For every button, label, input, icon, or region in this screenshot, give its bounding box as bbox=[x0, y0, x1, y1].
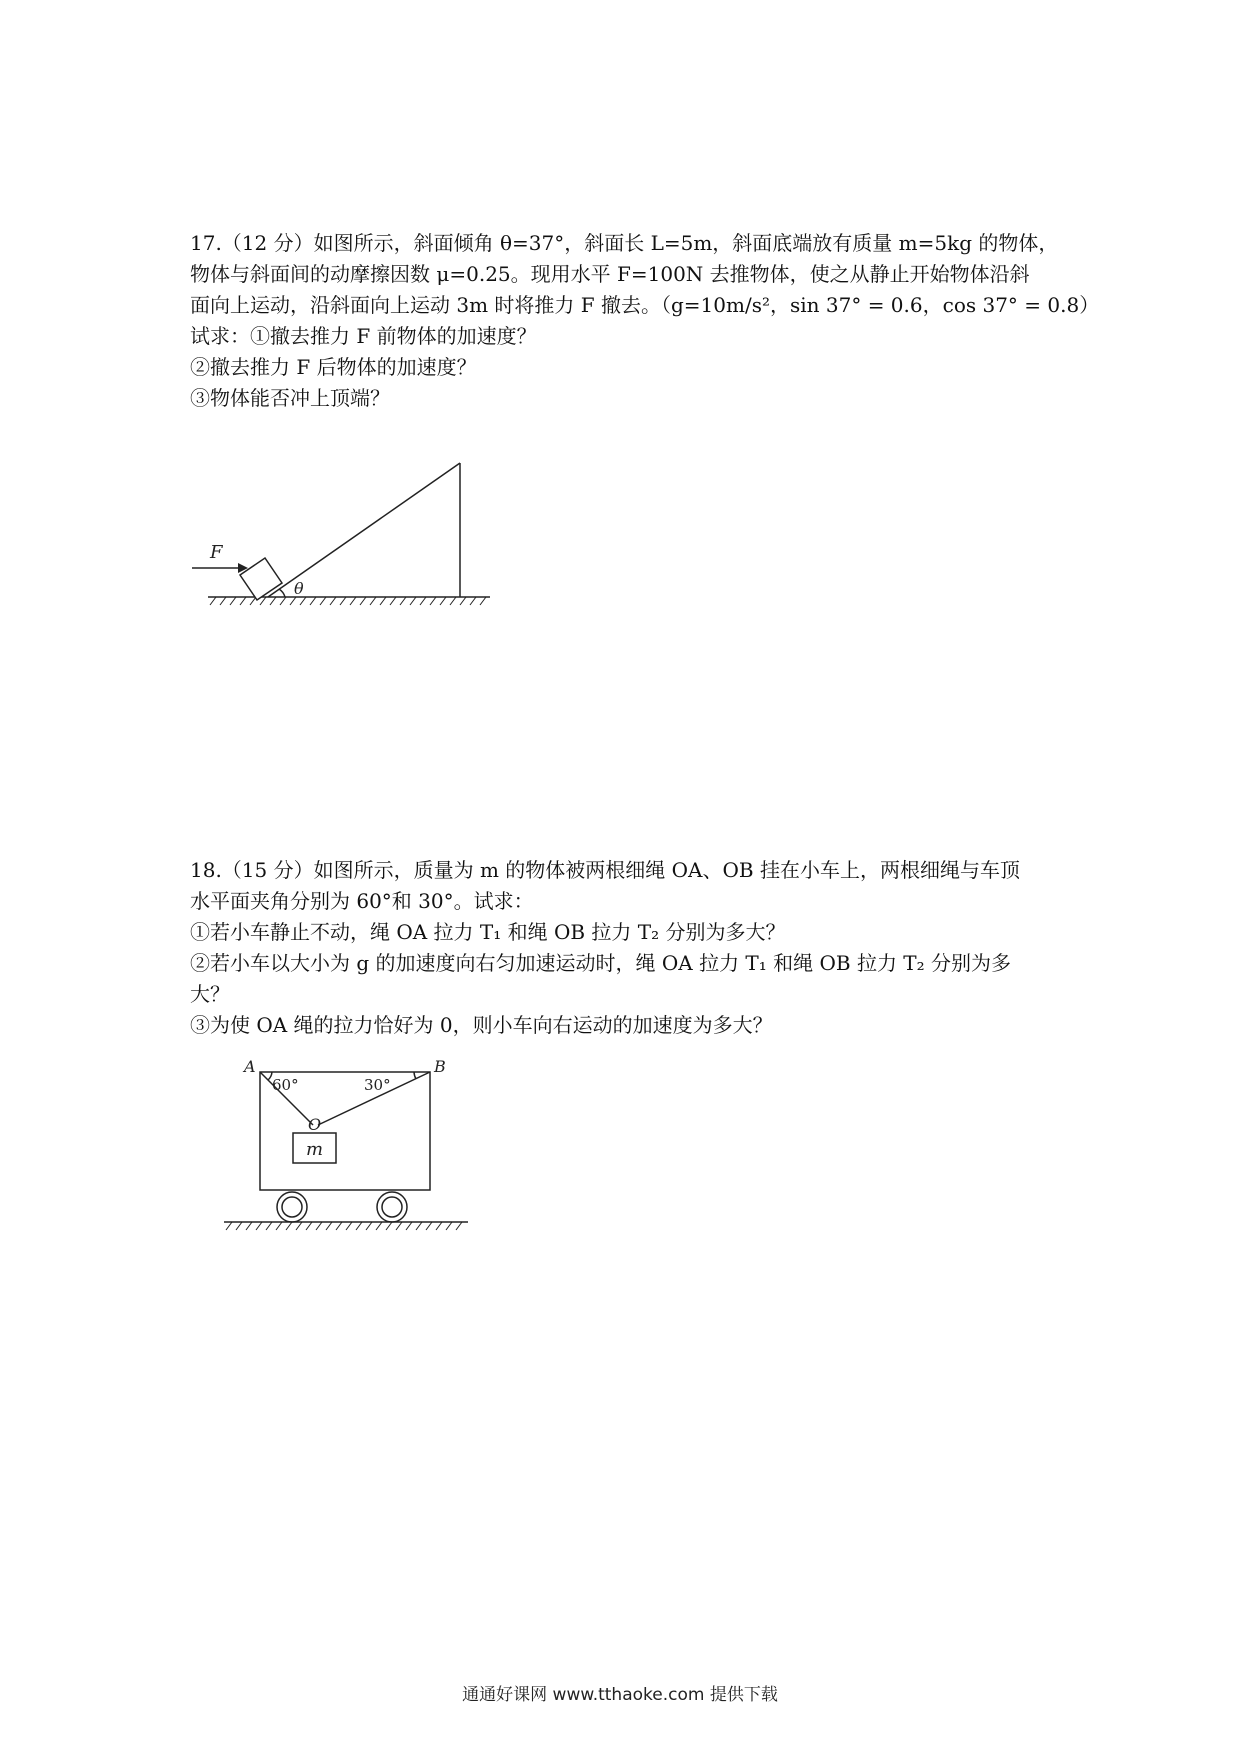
angle-arc bbox=[279, 589, 285, 597]
ground-hatching-18 bbox=[226, 1222, 462, 1230]
mass-label: m bbox=[306, 1139, 324, 1160]
point-o-label: O bbox=[308, 1115, 322, 1134]
q18-line-2: 水平面夹角分别为 60°和 30°。试求： bbox=[190, 889, 534, 913]
q18-line-4: ②若小车以大小为 g 的加速度向右匀加速运动时，绳 OA 拉力 T₁ 和绳 OB 拉力 T₂ 分别为多 bbox=[190, 951, 1012, 975]
angle-30-label: 30° bbox=[364, 1076, 391, 1094]
incline-figure bbox=[190, 455, 500, 615]
q18-line-3: ①若小车静止不动，绳 OA 拉力 T₁ 和绳 OB 拉力 T₂ 分别为多大？ bbox=[190, 920, 786, 944]
point-b-label: B bbox=[434, 1057, 446, 1076]
footer-text: 通通好课网 www.tthaoke.com 提供下载 bbox=[462, 1685, 778, 1705]
q17-line-3: 面向上运动，沿斜面向上运动 3m 时将推力 F 撤去。（g=10m/s²，sin 37° = 0.6，cos 37° = 0.8） bbox=[190, 293, 1100, 317]
force-label: F bbox=[210, 542, 223, 563]
q18-line-6: ③为使 OA 绳的拉力恰好为 0，则小车向右运动的加速度为多大？ bbox=[190, 1013, 773, 1037]
q17-line-6: ③物体能否冲上顶端？ bbox=[190, 386, 390, 410]
angle-label: θ bbox=[294, 579, 304, 598]
incline-surface bbox=[268, 463, 460, 597]
q18-line-1: 18.（15 分）如图所示，质量为 m 的物体被两根细绳 OA、OB 挂在小车上，两根细绳与车顶 bbox=[190, 858, 1020, 882]
point-a-label: A bbox=[244, 1057, 256, 1076]
angle-60-label: 60° bbox=[272, 1076, 299, 1094]
q18-line-5: 大？ bbox=[190, 982, 230, 1006]
ground-hatching bbox=[210, 597, 486, 605]
q17-line-5: ②撤去推力 F 后物体的加速度？ bbox=[190, 355, 477, 379]
q17-line-4: 试求：①撤去推力 F 前物体的加速度？ bbox=[190, 324, 537, 348]
block bbox=[240, 558, 282, 600]
q17-line-2: 物体与斜面间的动摩擦因数 μ=0.25。现用水平 F=100N 去推物体，使之从静止开始物体沿斜 bbox=[190, 262, 1030, 286]
q17-line-1: 17.（12 分）如图所示，斜面倾角 θ=37°，斜面长 L=5m，斜面底端放有质量 m=5kg 的物体， bbox=[190, 231, 1059, 255]
cart-figure bbox=[220, 1050, 480, 1235]
